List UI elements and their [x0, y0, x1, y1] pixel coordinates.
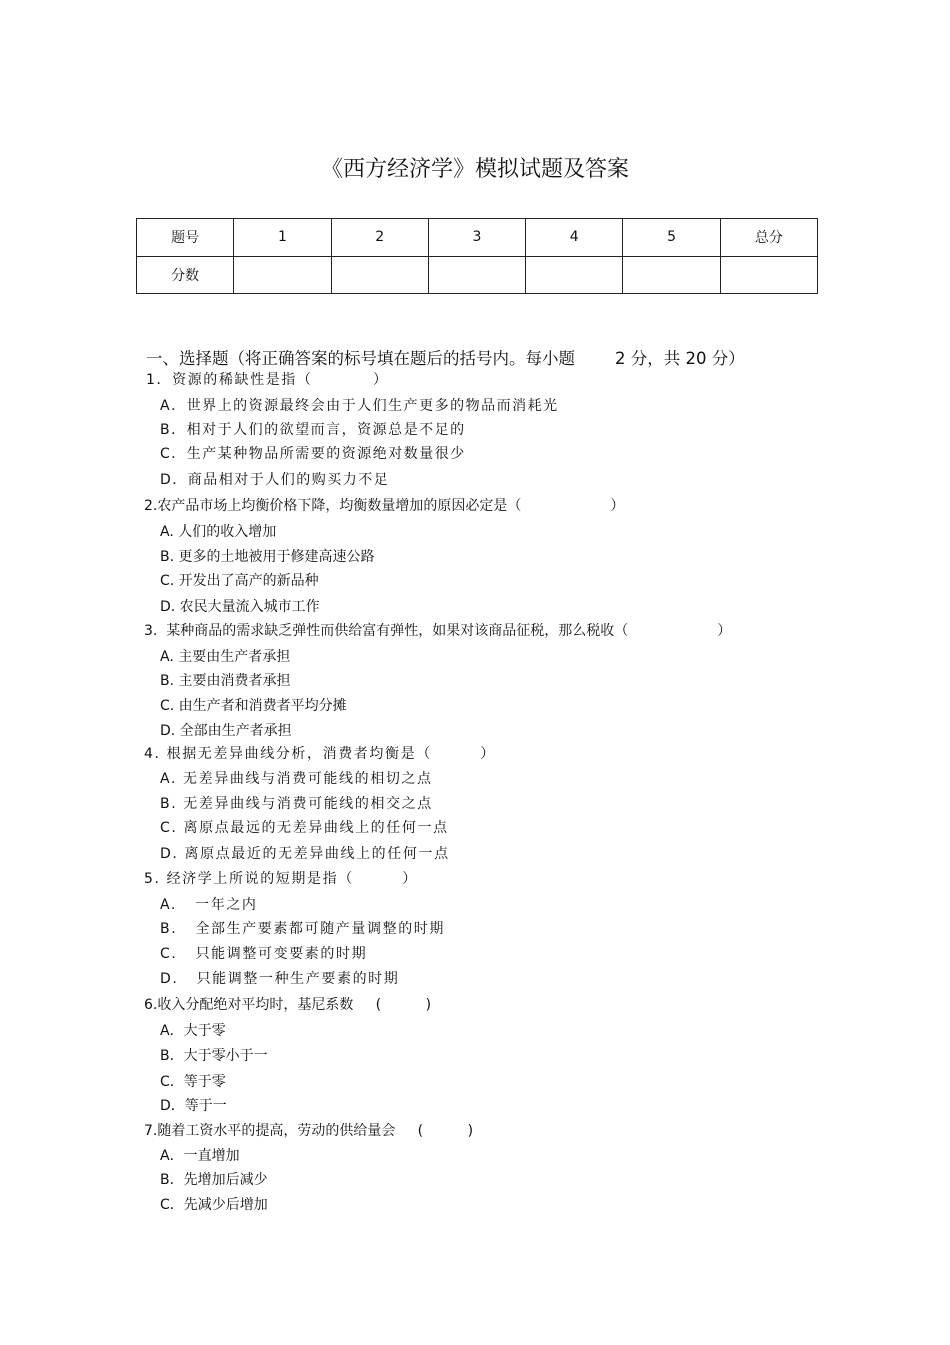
- score-table-header-cell: 题号: [137, 219, 234, 257]
- question-stem: 2.农产品市场上均衡价格下降，均衡数量增加的原因必定是（ ）: [144, 498, 625, 514]
- score-table-header-cell: 1: [234, 219, 331, 257]
- question-option: D．商品相对于人们的购买力不足: [160, 472, 390, 488]
- question-option: D. 只能调整一种生产要素的时期: [160, 971, 400, 987]
- question-option: D. 离原点最近的无差异曲线上的任何一点: [160, 846, 450, 862]
- question-option: B．相对于人们的欲望而言，资源总是不足的: [160, 422, 466, 438]
- question-option: C. 由生产者和消费者平均分摊: [160, 698, 347, 714]
- score-table-score-row: [137, 256, 818, 294]
- section-heading-score: 2 分，共 20 分）: [615, 349, 745, 368]
- section-heading-text: 一、选择题（将正确答案的标号填在题后的括号内。每小题: [146, 349, 575, 368]
- question-option: C．等于零: [160, 1074, 226, 1090]
- question-option: B．先增加后减少: [160, 1172, 268, 1188]
- question-option: A. 一年之内: [160, 897, 258, 913]
- score-table-header-row: [137, 219, 818, 257]
- score-cell: [234, 256, 331, 294]
- score-cell: [623, 256, 720, 294]
- question-option: A. 人们的收入增加: [160, 524, 277, 540]
- score-table-header-cell: 5: [623, 219, 720, 257]
- question-stem: 3. 某种商品的需求缺乏弹性而供给富有弹性，如果对该商品征税，那么税收（ ）: [144, 623, 732, 639]
- question-stem: 5. 经济学上所说的短期是指（ ）: [144, 871, 418, 887]
- question-option: C. 离原点最远的无差异曲线上的任何一点: [160, 820, 449, 836]
- score-cell: [720, 256, 817, 294]
- score-cell: [331, 256, 428, 294]
- question-option: B. 更多的土地被用于修建高速公路: [160, 549, 375, 565]
- question-option: A．大于零: [160, 1023, 226, 1039]
- question-option: C．先减少后增加: [160, 1197, 268, 1213]
- question-option: C．生产某种物品所需要的资源绝对数量很少: [160, 446, 466, 462]
- question-option: B. 主要由消费者承担: [160, 673, 291, 689]
- question-stem: 4. 根据无差异曲线分析，消费者均衡是（ ）: [144, 746, 496, 762]
- score-table-header-cell: 3: [428, 219, 525, 257]
- question-stem: 7.随着工资水平的提高，劳动的供给量会 ( ): [144, 1123, 474, 1139]
- question-option: A. 主要由生产者承担: [160, 649, 291, 665]
- question-stem: 1．资源的稀缺性是指（ ）: [146, 372, 389, 388]
- score-row-label: 分数: [137, 256, 234, 294]
- question-option: D．等于一: [160, 1098, 227, 1114]
- question-option: D. 农民大量流入城市工作: [160, 599, 320, 615]
- question-option: B．大于零小于一: [160, 1048, 268, 1064]
- question-option: C. 只能调整可变要素的时期: [160, 946, 368, 962]
- question-option: C. 开发出了高产的新品种: [160, 573, 319, 589]
- question-option: D. 全部由生产者承担: [160, 723, 292, 739]
- question-option: A. 无差异曲线与消费可能线的相切之点: [160, 771, 433, 787]
- score-table-header-cell: 2: [331, 219, 428, 257]
- score-table: [136, 218, 818, 294]
- section-heading: [146, 345, 796, 369]
- question-option: A．一直增加: [160, 1148, 240, 1164]
- question-option: B. 无差异曲线与消费可能线的相交之点: [160, 796, 433, 812]
- question-stem: 6.收入分配绝对平均时，基尼系数 ( ): [144, 997, 432, 1013]
- document-title: 《西方经济学》模拟试题及答案: [320, 157, 629, 182]
- score-cell: [526, 256, 623, 294]
- score-cell: [428, 256, 525, 294]
- question-option: A．世界上的资源最终会由于人们生产更多的物品而消耗光: [160, 398, 559, 414]
- question-option: B. 全部生产要素都可随产量调整的时期: [160, 921, 446, 937]
- score-table-header-cell: 4: [526, 219, 623, 257]
- score-table-header-cell: 总分: [720, 219, 817, 257]
